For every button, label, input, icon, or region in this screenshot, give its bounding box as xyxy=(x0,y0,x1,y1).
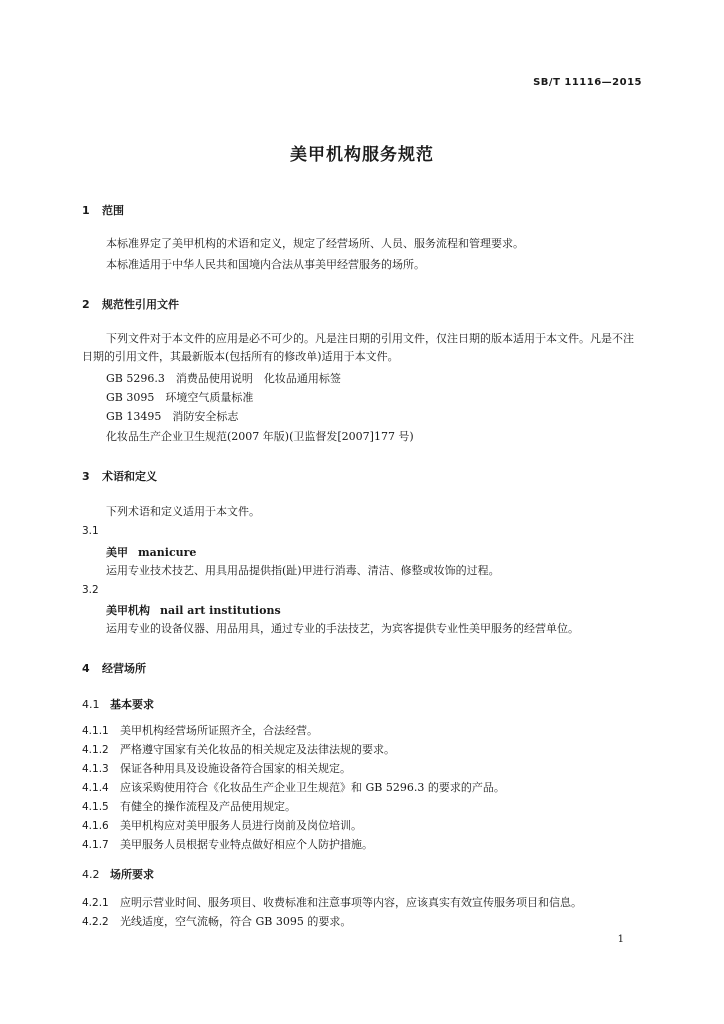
list-item xyxy=(82,760,351,776)
term-entry xyxy=(106,602,281,618)
term-chinese: 美甲 xyxy=(106,546,128,559)
term-definition: 运用专业的设备仪器、用品用具，通过专业的手法技艺，为宾客提供专业性美甲服务的经营单位。 xyxy=(106,622,579,635)
item-text: 保证各种用具及设施设备符合国家的相关规定。 xyxy=(120,762,351,775)
section-title: 规范性引用文件 xyxy=(102,298,179,311)
page-title: 美甲机构服务规范 xyxy=(290,145,434,165)
section-number: 3 xyxy=(82,470,90,483)
term-definition: 运用专业技术技艺、用具用品提供指(趾)甲进行消毒、清洁、修整或妆饰的过程。 xyxy=(106,564,500,577)
reference-item: GB 13495 消防安全标志 xyxy=(106,410,239,423)
item-number: 4.2.1 xyxy=(82,897,109,909)
list-item xyxy=(82,722,318,738)
item-number: 4.1.1 xyxy=(82,725,109,737)
term-english: nail art institutions xyxy=(160,604,281,617)
subsection-4-1-heading xyxy=(82,696,154,712)
item-text: 严格遵守国家有关化妆品的相关规定及法律法规的要求。 xyxy=(120,743,395,756)
clause-number: 3.2 xyxy=(82,584,99,596)
reference-item: GB 5296.3 消费品使用说明 化妆品通用标签 xyxy=(106,372,341,385)
subsection-4-2-heading xyxy=(82,866,154,882)
reference-item: GB 3095 环境空气质量标准 xyxy=(106,391,254,404)
clause-number: 3.1 xyxy=(82,525,99,537)
standard-number: SB/T 11116—2015 xyxy=(533,77,642,88)
list-item xyxy=(82,798,296,814)
section-number: 4 xyxy=(82,662,90,675)
item-number: 4.1.4 xyxy=(82,782,109,794)
section-title: 范围 xyxy=(102,204,124,217)
item-text: 美甲机构经营场所证照齐全，合法经营。 xyxy=(120,724,318,737)
section-4-heading xyxy=(82,660,146,676)
subsection-number: 4.2 xyxy=(82,868,100,881)
item-text: 美甲服务人员根据专业特点做好相应个人防护措施。 xyxy=(120,838,373,851)
subsection-title: 场所要求 xyxy=(110,868,154,881)
list-item xyxy=(82,741,395,757)
list-item xyxy=(82,913,351,929)
reference-item: 化妆品生产企业卫生规范(2007 年版)(卫监督发[2007]177 号) xyxy=(106,430,414,443)
term-chinese: 美甲机构 xyxy=(106,604,150,617)
list-item xyxy=(82,779,505,795)
list-item xyxy=(82,836,373,852)
term-english: manicure xyxy=(138,546,197,559)
section-title: 术语和定义 xyxy=(102,470,157,483)
item-number: 4.1.6 xyxy=(82,820,109,832)
item-text: 光线适度，空气流畅，符合 GB 3095 的要求。 xyxy=(120,915,352,928)
paragraph: 本标准界定了美甲机构的术语和定义，规定了经营场所、人员、服务流程和管理要求。 xyxy=(106,237,524,250)
item-number: 4.1.3 xyxy=(82,763,109,775)
item-text: 应明示营业时间、服务项目、收费标准和注意事项等内容，应该真实有效宣传服务项目和信息。 xyxy=(120,896,582,909)
section-number: 2 xyxy=(82,298,90,311)
item-number: 4.1.2 xyxy=(82,744,109,756)
paragraph: 本标准适用于中华人民共和国境内合法从事美甲经营服务的场所。 xyxy=(106,258,425,271)
list-item xyxy=(82,894,582,910)
item-number: 4.1.7 xyxy=(82,839,109,851)
section-3-heading xyxy=(82,468,157,484)
paragraph: 下列术语和定义适用于本文件。 xyxy=(106,505,260,518)
paragraph: 下列文件对于本文件的应用是必不可少的。凡是注日期的引用文件，仅注日期的版本适用于本文件。凡是不注日期的引用文件，其最新版本(包括所有的修改单)适用于本文件。 xyxy=(82,332,634,363)
item-text: 应该采购使用符合《化妆品生产企业卫生规范》和 GB 5296.3 的要求的产品。 xyxy=(120,781,505,794)
section-number: 1 xyxy=(82,204,90,217)
item-number: 4.2.2 xyxy=(82,916,109,928)
section-1-heading xyxy=(82,202,124,218)
subsection-title: 基本要求 xyxy=(110,698,154,711)
term-entry xyxy=(106,544,196,560)
section-title: 经营场所 xyxy=(102,662,146,675)
subsection-number: 4.1 xyxy=(82,698,100,711)
item-text: 有健全的操作流程及产品使用规定。 xyxy=(120,800,296,813)
list-item xyxy=(82,817,362,833)
item-text: 美甲机构应对美甲服务人员进行岗前及岗位培训。 xyxy=(120,819,362,832)
item-number: 4.1.5 xyxy=(82,801,109,813)
page-number: 1 xyxy=(617,934,624,945)
section-2-heading xyxy=(82,296,179,312)
